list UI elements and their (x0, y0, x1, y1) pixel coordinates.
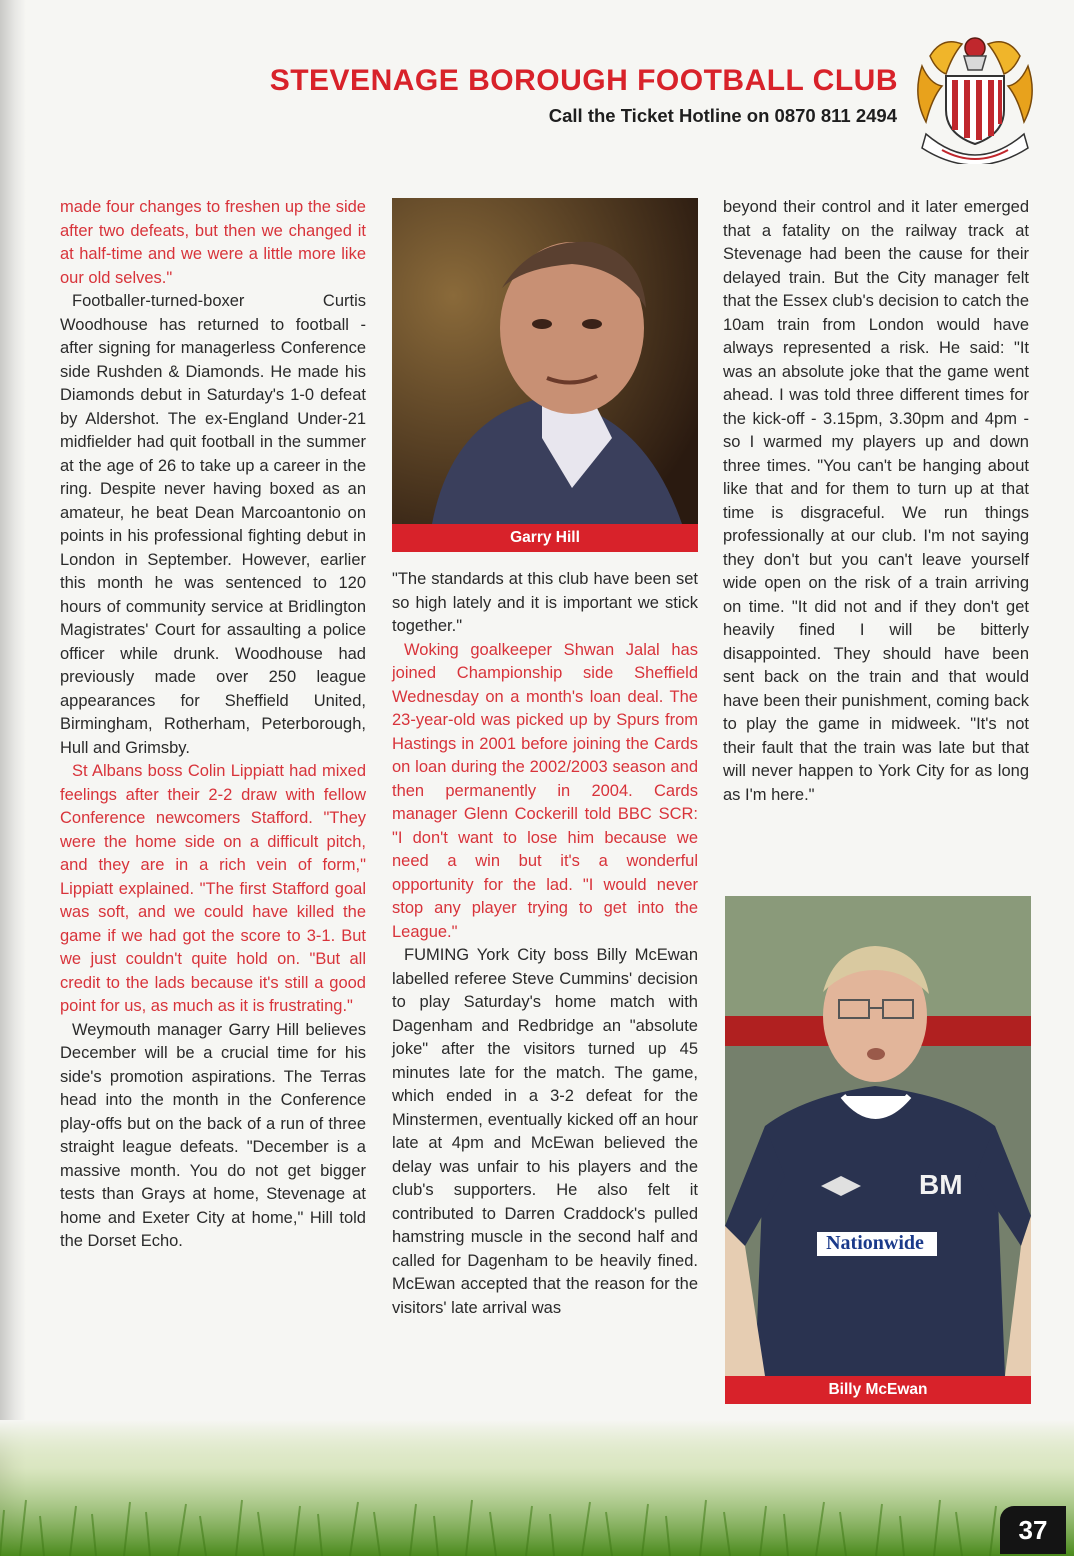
grass-footer (0, 1420, 1074, 1556)
article-paragraph: Weymouth manager Garry Hill believes December will be a crucial time for his side's promotion aspirations. The Terras head into the month in the Conference play-offs but on the back of a run of three straight league defeats. "December is a massive month. You do not get bigger tests than Grays at home, Stevenage at home and Exeter City at home," Hill told the Dorset Echo. (60, 1020, 366, 1250)
article-paragraph: FUMING York City boss Billy McEwan labelled referee Steve Cummins' decision to play Saturday's home match with Dagenham and Redbridge an "absolute joke" after the visitors turned up 45 minutes late for the match. The game, which ended in a 3-2 defeat for the Minstermen, eventually kicked off an hour late at 4pm and McEwan believed the delay was unfair to his players and the club's supporters. He also felt it contributed to Darren Craddock's pulled hamstring muscle in the second half and called for Dagenham to be heavily fined. McEwan accepted that the reason for the visitors' late arrival was (392, 946, 698, 1317)
article-column-2 (392, 568, 698, 1320)
article-paragraph: Footballer-turned-boxer Curtis Woodhouse has returned to football - after signing for managerless Conference side Rushden & Diamonds. He made his Diamonds debut in Saturday's 1-0 defeat by Aldershot. The ex-England Under-21 midfielder had quit football in the summer at the age of 26 to take up a career in the ring. Despite never having boxed as an amateur, he beat Dean Marcoantonio on points in his professional fighting debut in London in September. However, earlier this month he was sentenced to 120 hours of community service at Bridlington Magistrates' Court for assaulting a police officer while drunk. Woodhouse had previously made over 250 league appearances for Sheffield United, Birmingham, Rotherham, Peterborough, Hull and Grimsby. (60, 292, 366, 757)
photo-caption: Billy McEwan (725, 1376, 1031, 1404)
club-crest-icon (912, 26, 1038, 164)
photo-garry-hill (392, 198, 698, 524)
article-paragraph: Woking goalkeeper Shwan Jalal has joined Championship side Sheffield Wednesday on a month's loan deal. The 23-year-old was picked up by Spurs from Hastings in 2001 before joining the Cards on loan during the 2002/2003 season and then permanently in 2004. Cards manager Glenn Cockerill told BBC SCR: "I don't want to lose him because we need a win but it's a wonderful opportunity for the lad. "I would never stop any player trying to get into the League." (392, 640, 698, 941)
photo-billy-mcewan (725, 896, 1031, 1376)
photo-caption: Garry Hill (392, 524, 698, 552)
page-binding-shadow (0, 0, 26, 1556)
page-number: 37 (1000, 1506, 1066, 1554)
portrait-illustration (392, 198, 698, 524)
shirt-sponsor: Nationwide (826, 1232, 924, 1254)
shirt-initials: BM (919, 1169, 963, 1200)
article-paragraph: made four changes to freshen up the side after two defeats, but then we changed it at half-time and we were a little more like our old selves." (60, 198, 366, 287)
article-paragraph: St Albans boss Colin Lippiatt had mixed feelings after their 2-2 draw with fellow Conference newcomers Stafford. "They were the home side on a difficult pitch, and they are in a rich vein of form," Lippiatt explained. "The first Stafford goal was soft, and we could have killed the game if we had got the score to 3-1. But we just couldn't quite hold on. "But all credit to the lads because it's still a good point for us, as much as it is frustrating." (60, 762, 366, 1015)
article-column-3 (723, 196, 1029, 807)
portrait-illustration (725, 896, 1031, 1376)
ticket-hotline: Call the Ticket Hotline on 0870 811 2494 (548, 105, 897, 126)
article-column-1 (60, 196, 366, 1254)
article-paragraph: beyond their control and it later emerged that a fatality on the railway track at Stevenage had been the cause for their delayed train. But the City manager felt that the Essex club's decision to catch the 10am train from London would have always represented a risk. He said: "It was an absolute joke that the game went ahead. I was told three different times for the kick-off - 3.15pm, 3.30pm and 4pm - so I warmed my players up and down three times. "You can't be hanging about like that and for them to turn up at that time is disgraceful. We run things professionally at our club. I'm not saying they don't but you can't leave yourself wide open on the risk of a train arriving on time. "It did not and if they don't get heavily fined I will be bitterly disappointed. They should have been sent back on the train and that would have been their punishment, coming back to play the game in midweek. "It's not their fault that the train was late but that will never happen to York City for as long as I'm here." (723, 198, 1029, 804)
club-title: STEVENAGE BOROUGH FOOTBALL CLUB (269, 64, 898, 97)
article-paragraph: "The standards at this club have been set so high lately and it is important we stick together." (392, 570, 698, 635)
